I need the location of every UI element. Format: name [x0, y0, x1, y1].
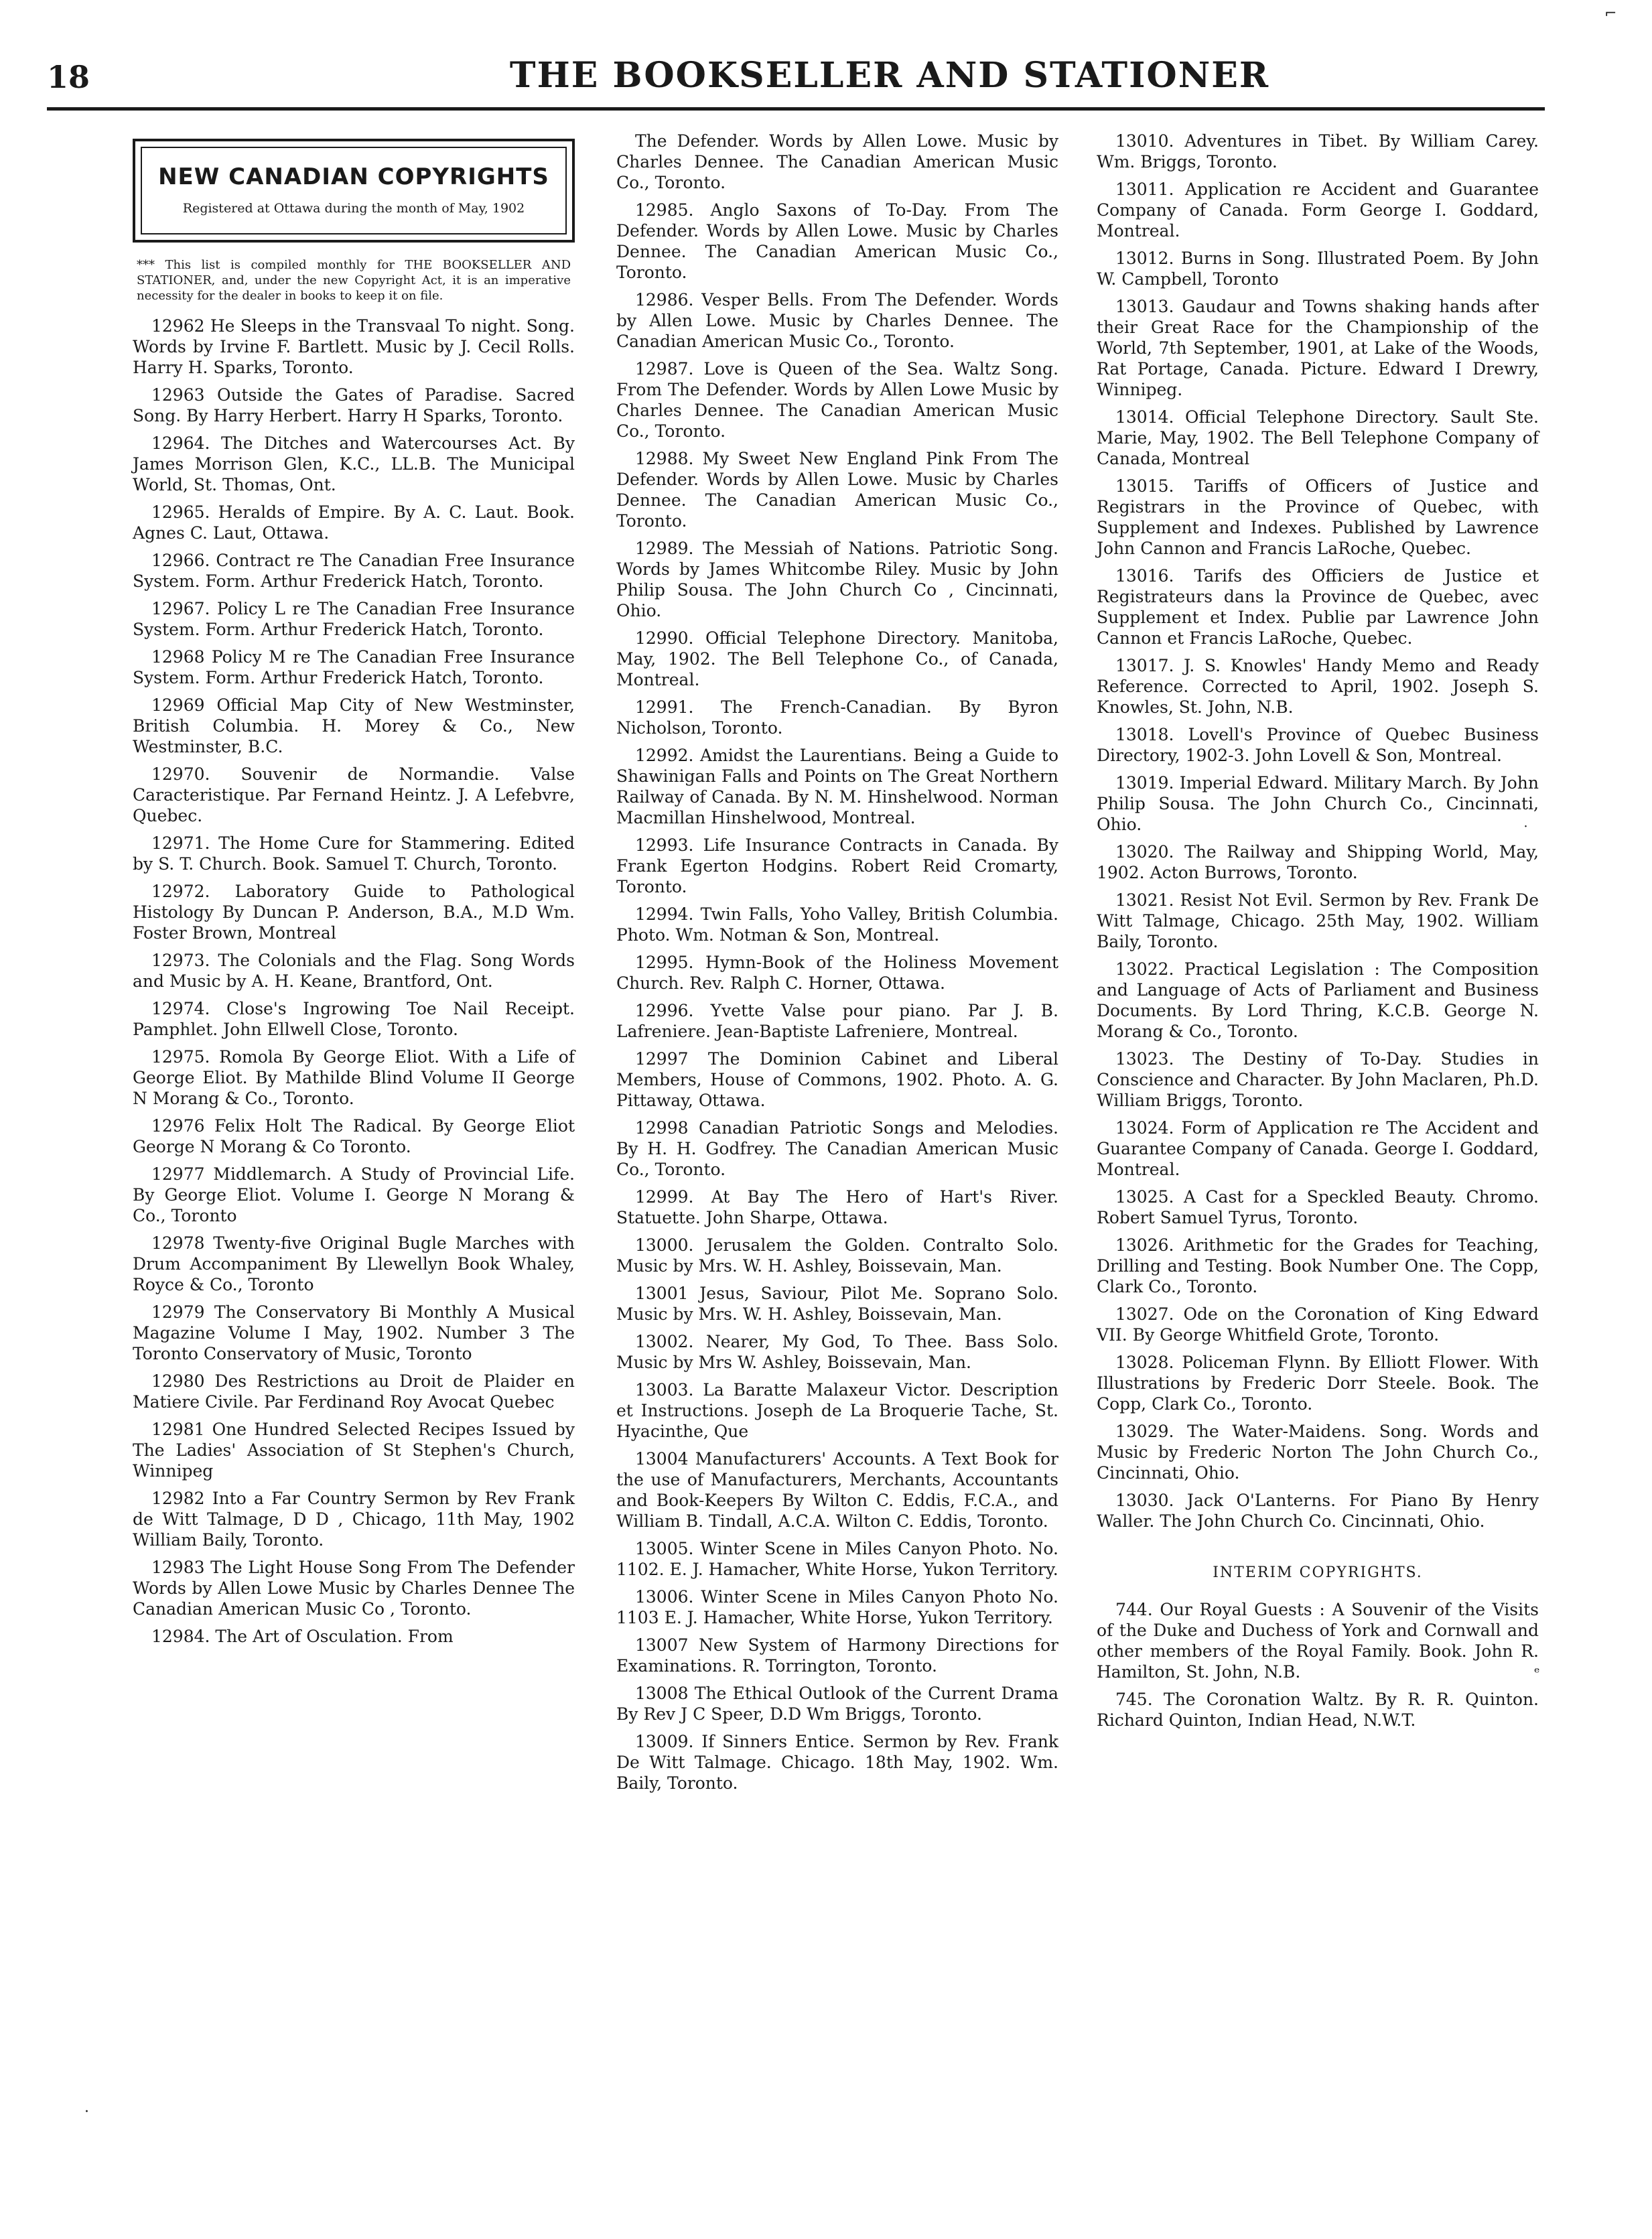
- copyright-entry: 13019. Imperial Edward. Military March. By John Philip Sousa. The John Church Co., Cincinnati, Ohio.: [1097, 773, 1539, 834]
- copyright-entry: 12986. Vesper Bells. From The Defender. Words by Allen Lowe. Music by Charles Dennee. The Canadian American Music Co., Toronto.: [616, 290, 1058, 351]
- journal-title: THE BOOKSELLER AND STATIONER: [509, 55, 1270, 96]
- copyright-entry: The Defender. Words by Allen Lowe. Music by Charles Dennee. The Canadian American Music Co., Toronto.: [616, 131, 1058, 192]
- copyright-entry: 13024. Form of Application re The Accident and Guarantee Company of Canada. George I. Goddard, Montreal.: [1097, 1118, 1539, 1179]
- column-1: [133, 131, 575, 1653]
- copyright-entry: 744. Our Royal Guests : A Souvenir of the Visits of the Duke and Duchess of York and Cornwall and other members of the Royal Family. Book. John R. Hamilton, St. John, N.B.: [1097, 1600, 1539, 1682]
- copyright-entry: 12968 Policy M re The Canadian Free Insurance System. Form. Arthur Frederick Hatch, Toronto.: [133, 647, 575, 687]
- copyright-entry: 13010. Adventures in Tibet. By William Carey. Wm. Briggs, Toronto.: [1097, 131, 1539, 172]
- corner-mark: ⌐: [1604, 5, 1617, 22]
- copyright-entry: 12984. The Art of Osculation. From: [151, 1627, 454, 1646]
- copyright-entry: 12970. Souvenir de Normandie. Valse Caracteristique. Par Fernand Heintz. J. A Lefebvre, Quebec.: [133, 764, 575, 825]
- copyright-entry: 13017. J. S. Knowles' Handy Memo and Ready Reference. Corrected to April, 1902. Joseph S. Knowles, St. John, N.B.: [1097, 656, 1539, 717]
- copyright-entry: 13025. A Cast for a Speckled Beauty. Chromo. Robert Samuel Tyrus, Toronto.: [1097, 1187, 1539, 1227]
- copyright-entry: 13006. Winter Scene in Miles Canyon Photo No. 1103 E. J. Hamacher, White Horse, Yukon Territory.: [616, 1587, 1058, 1627]
- copyright-entry: 13007 New System of Harmony Directions for Examinations. R. Torrington, Toronto.: [616, 1635, 1058, 1676]
- copyright-entry: 12975. Romola By George Eliot. With a Life of George Eliot. By Mathilde Blind Volume II George N Morang & Co., Toronto.: [133, 1047, 575, 1108]
- column-2: [616, 131, 1058, 1800]
- copyright-entry: 12989. The Messiah of Nations. Patriotic Song. Words by James Whitcombe Riley. Music by John Philip Sousa. The John Church Co , Cincinnati, Ohio.: [616, 539, 1058, 620]
- copyright-entry: 13008 The Ethical Outlook of the Current Drama By Rev J C Speer, D.D Wm Briggs, Toronto.: [616, 1684, 1058, 1724]
- copyright-entry: 13013. Gaudaur and Towns shaking hands after their Great Race for the Championship of the World, 7th September, 1901, at Lake of the Woods, Rat Portage, Canada. Picture. Edward I Drewry, Winnipeg.: [1097, 297, 1539, 399]
- entry-list-col1: [133, 316, 575, 1647]
- copyright-entry: 13029. The Water-Maidens. Song. Words and Music by Frederic Norton The John Church Co., Cincinnati, Ohio.: [1097, 1422, 1539, 1483]
- copyright-entry: 12992. Amidst the Laurentians. Being a Guide to Shawinigan Falls and Points on The Great Northern Railway of Canada. By N. M. Hinshelwood. Norman Macmillan Hinshelwood, Montreal.: [616, 746, 1058, 827]
- copyright-entry: 12965. Heralds of Empire. By A. C. Laut. Book. Agnes C. Laut, Ottawa.: [133, 502, 575, 543]
- copyright-entry: 12982 Into a Far Country Sermon by Rev Frank de Witt Talmage, D D , Chicago, 11th May, 1902 William Baily, Toronto.: [133, 1489, 575, 1550]
- copyright-entry: 12964. The Ditches and Watercourses Act. By James Morrison Glen, K.C., LL.B. The Municipal World, St. Thomas, Ont.: [133, 433, 575, 494]
- copyright-entry: 13015. Tariffs of Officers of Justice and Registrars in the Province of Quebec, with Supplement and Indexes. Published by Lawrence John Cannon and Francis LaRoche, Quebec.: [1097, 476, 1539, 558]
- copyrights-box: [133, 139, 575, 243]
- copyright-entry: 13023. The Destiny of To-Day. Studies in Conscience and Character. By John Maclaren, Ph.D. William Briggs, Toronto.: [1097, 1049, 1539, 1110]
- copyright-entry: 13005. Winter Scene in Miles Canyon Photo. No. 1102. E. J. Hamacher, White Horse, Yukon Territory.: [616, 1539, 1058, 1579]
- entry-list-col3: [1097, 131, 1539, 1532]
- copyright-entry: 12994. Twin Falls, Yoho Valley, British Columbia. Photo. Wm. Notman & Son, Montreal.: [616, 904, 1058, 945]
- copyright-entry: 12962 He Sleeps in the Transvaal To night. Song. Words by Irvine F. Bartlett. Music by J. Cecil Rolls. Harry H. Sparks, Toronto.: [133, 316, 575, 377]
- copyright-entry: 12967. Policy L re The Canadian Free Insurance System. Form. Arthur Frederick Hatch, Toronto.: [133, 599, 575, 639]
- copyright-entry: 13000. Jerusalem the Golden. Contralto Solo. Music by Mrs. W. H. Ashley, Boissevain, Man.: [616, 1235, 1058, 1276]
- copyright-entry: 12985. Anglo Saxons of To-Day. From The Defender. Words by Allen Lowe. Music by Charles Dennee. The Canadian American Music Co., Toronto.: [616, 200, 1058, 282]
- stray-dot: ·: [84, 2104, 89, 2120]
- copyright-entry: 12990. Official Telephone Directory. Manitoba, May, 1902. The Bell Telephone Co., of Canada, Montreal.: [616, 628, 1058, 689]
- copyright-entry: 13020. The Railway and Shipping World, May, 1902. Acton Burrows, Toronto.: [1097, 842, 1539, 882]
- copyright-entry: 13012. Burns in Song. Illustrated Poem. By John W. Campbell, Toronto: [1097, 249, 1539, 289]
- copyright-entry: 13022. Practical Legislation : The Composition and Language of Acts of Parliament and Business Documents. By Lord Thring, K.C.B. George N. Morang & Co., Toronto.: [1097, 959, 1539, 1041]
- copyright-entry: 12997 The Dominion Cabinet and Liberal Members, House of Commons, 1902. Photo. A. G. Pittaway, Ottawa.: [616, 1049, 1058, 1110]
- copyright-entry: 13011. Application re Accident and Guarantee Company of Canada. Form George I. Goddard, Montreal.: [1097, 180, 1539, 241]
- copyright-entry: 12979 The Conservatory Bi Monthly A Musical Magazine Volume I May, 1902. Number 3 The Toronto Conservatory of Music, Toronto: [133, 1302, 575, 1363]
- copyright-entry: 12996. Yvette Valse pour piano. Par J. B. Lafreniere. Jean-Baptiste Lafreniere, Montreal.: [616, 1001, 1058, 1041]
- entry-list-col2: [616, 131, 1058, 1793]
- stray-mark: ˙: [1522, 824, 1529, 841]
- copyright-entry: 13014. Official Telephone Directory. Sault Ste. Marie, May, 1902. The Bell Telephone Company of Canada, Montreal: [1097, 407, 1539, 468]
- copyright-entry: 12999. At Bay The Hero of Hart's River. Statuette. John Sharpe, Ottawa.: [616, 1187, 1058, 1227]
- copyright-entry: 12971. The Home Cure for Stammering. Edited by S. T. Church. Book. Samuel T. Church, Toronto.: [133, 833, 575, 874]
- copyright-entry: 745. The Coronation Waltz. By R. R. Quinton. Richard Quinton, Indian Head, N.W.T.: [1097, 1690, 1539, 1730]
- compilation-note: *** This list is compiled monthly for THE BOOKSELLER AND STATIONER, and, under the new Copyright Act, it is an imperative necessity for the dealer in books to keep it on file.: [137, 258, 571, 303]
- copyright-entry: 12980 Des Restrictions au Droit de Plaider en Matiere Civile. Par Ferdinand Roy Avocat Quebec: [133, 1371, 575, 1412]
- copyright-entry: 12963 Outside the Gates of Paradise. Sacred Song. By Harry Herbert. Harry H Sparks, Toronto.: [133, 385, 575, 425]
- copyright-entry: 12995. Hymn-Book of the Holiness Movement Church. Rev. Ralph C. Horner, Ottawa.: [616, 953, 1058, 993]
- copyright-entry: 13004 Manufacturers' Accounts. A Text Book for the use of Manufacturers, Merchants, Accountants and Book-Keepers By Wilton C. Eddis, F.C.A., and William B. Tindall, A.C.A. Wilton C. Eddis, Toronto.: [616, 1449, 1058, 1531]
- copyright-entry: 12983 The Light House Song From The Defender Words by Allen Lowe Music by Charles Dennee The Canadian American Music Co , Toronto.: [133, 1558, 575, 1619]
- copyright-entry: 12966. Contract re The Canadian Free Insurance System. Form. Arthur Frederick Hatch, Toronto.: [133, 551, 575, 591]
- copyright-entry: 12974. Close's Ingrowing Toe Nail Receipt. Pamphlet. John Ellwell Close, Toronto.: [133, 999, 575, 1039]
- interim-heading: INTERIM COPYRIGHTS.: [1213, 1564, 1423, 1581]
- copyright-entry: 13021. Resist Not Evil. Sermon by Rev. Frank De Witt Talmage, Chicago. 25th May, 1902. William Baily, Toronto.: [1097, 890, 1539, 951]
- header-rule: [47, 107, 1545, 111]
- copyright-entry: 13009. If Sinners Entice. Sermon by Rev. Frank De Witt Talmage. Chicago. 18th May, 1902. Wm. Baily, Toronto.: [616, 1732, 1058, 1793]
- copyright-entry: 12972. Laboratory Guide to Pathological Histology By Duncan P. Anderson, B.A., M.D Wm. Foster Brown, Montreal: [133, 882, 575, 943]
- copyright-entry: 12976 Felix Holt The Radical. By George Eliot George N Morang & Co Toronto.: [133, 1116, 575, 1156]
- copyright-entry: 12973. The Colonials and the Flag. Song Words and Music by A. H. Keane, Brantford, Ont.: [133, 951, 575, 991]
- copyright-entry: 13027. Ode on the Coronation of King Edward VII. By George Whitfield Grote, Toronto.: [1097, 1304, 1539, 1345]
- column-3: [1097, 131, 1539, 1737]
- copyright-entry: 12993. Life Insurance Contracts in Canada. By Frank Egerton Hodgins. Robert Reid Cromarty, Toronto.: [616, 835, 1058, 896]
- page-header: [47, 47, 1545, 111]
- copyright-entry: 12981 One Hundred Selected Recipes Issued by The Ladies' Association of St Stephen's Church, Winnipeg: [133, 1420, 575, 1481]
- copyright-entry: 13028. Policeman Flynn. By Elliott Flower. With Illustrations by Frederic Dorr Steele. Book. The Copp, Clark Co., Toronto.: [1097, 1353, 1539, 1414]
- copyright-entry: 13018. Lovell's Province of Quebec Business Directory, 1902-3. John Lovell & Son, Montreal.: [1097, 725, 1539, 765]
- page-number: 18: [47, 59, 90, 95]
- copyright-entry: 13016. Tarifs des Officiers de Justice et Registrateurs dans la Province de Quebec, avec Supplement et Index. Publie par Lawrence John Cannon et Francis LaRoche, Quebec.: [1097, 566, 1539, 648]
- copyright-entry: 12988. My Sweet New England Pink From The Defender. Words by Allen Lowe. Music by Charles Dennee. The Canadian American Music Co., Toronto.: [616, 449, 1058, 531]
- stray-mark: ᵉ: [1534, 1665, 1540, 1682]
- copyright-entry: 12977 Middlemarch. A Study of Provincial Life. By George Eliot. Volume I. George N Morang & Co., Toronto: [133, 1164, 575, 1225]
- interim-list: [1097, 1599, 1539, 1731]
- copyright-entry: 12991. The French-Canadian. By Byron Nicholson, Toronto.: [616, 697, 1058, 738]
- copyright-entry: 13001 Jesus, Saviour, Pilot Me. Soprano Solo. Music by Mrs. W. H. Ashley, Boissevain, Man.: [616, 1284, 1058, 1324]
- box-title: NEW CANADIAN COPYRIGHTS: [158, 163, 549, 190]
- copyright-entry: 12998 Canadian Patriotic Songs and Melodies. By H. H. Godfrey. The Canadian American Music Co., Toronto.: [616, 1118, 1058, 1179]
- copyright-entry: 13026. Arithmetic for the Grades for Teaching, Drilling and Testing. Book Number One. The Copp, Clark Co., Toronto.: [1097, 1235, 1539, 1296]
- copyright-entry: 12969 Official Map City of New Westminster, British Columbia. H. Morey & Co., New Westminster, B.C.: [133, 695, 575, 756]
- copyright-entry: 13030. Jack O'Lanterns. For Piano By Henry Waller. The John Church Co. Cincinnati, Ohio.: [1097, 1491, 1539, 1531]
- copyright-entry: 13003. La Baratte Malaxeur Victor. Description et Instructions. Joseph de La Broquerie Tache, St. Hyacinthe, Que: [616, 1380, 1058, 1441]
- box-subtitle: Registered at Ottawa during the month of May, 1902: [182, 201, 525, 216]
- copyright-entry: 12978 Twenty-five Original Bugle Marches with Drum Accompaniment By Llewellyn Book Whaley, Royce & Co., Toronto: [133, 1233, 575, 1294]
- copyright-entry: 12987. Love is Queen of the Sea. Waltz Song. From The Defender. Words by Allen Lowe Music by Charles Dennee. The Canadian American Music Co., Toronto.: [616, 359, 1058, 441]
- copyright-entry: 13002. Nearer, My God, To Thee. Bass Solo. Music by Mrs W. Ashley, Boissevain, Man.: [616, 1332, 1058, 1372]
